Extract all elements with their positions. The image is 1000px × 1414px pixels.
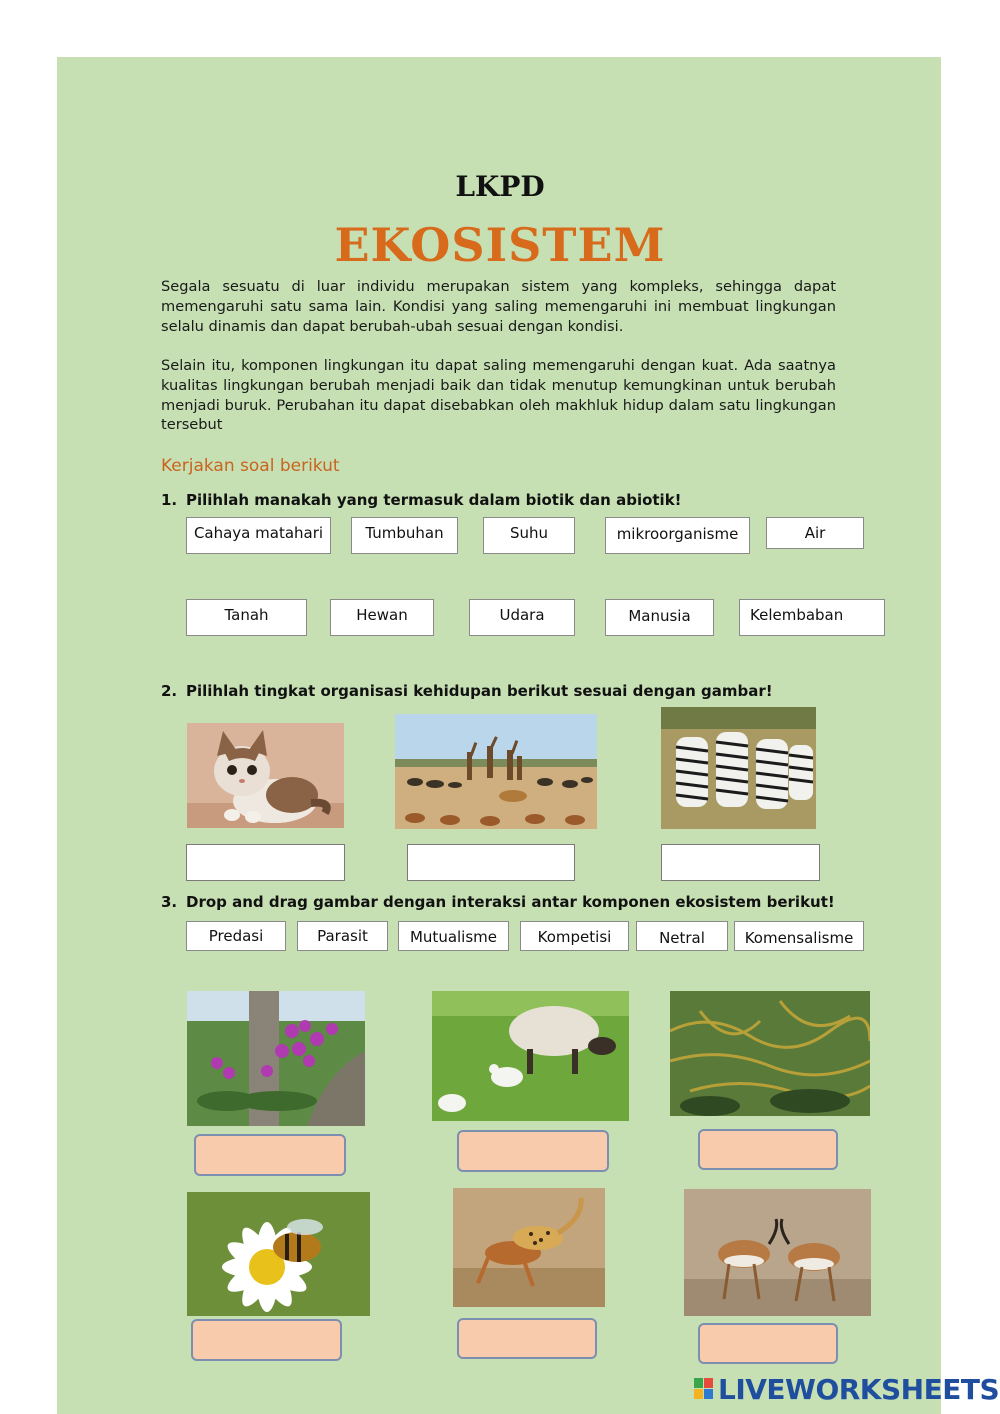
drop-zone-dodder[interactable] [698,1129,838,1170]
chip-tanah[interactable]: Tanah [186,599,307,636]
chip-manusia[interactable]: Manusia [605,599,714,636]
drop-zone-sheep[interactable] [457,1130,609,1172]
question-text: Pilihlah tingkat organisasi kehidupan berikut sesuai dengan gambar! [186,682,773,700]
question-number: 1. [161,491,178,509]
dodder-parasite-photo [670,991,870,1116]
drop-zone-cheetah[interactable] [457,1318,597,1359]
answer-box-zebra[interactable] [661,844,820,881]
answer-box-cat[interactable] [186,844,345,881]
drop-zone-gazelles[interactable] [698,1323,838,1364]
orchid-on-tree-photo [187,991,365,1126]
zebra-herd-photo [661,707,816,829]
liveworksheets-logo-icon [694,1378,714,1400]
section-heading: Kerjakan soal berikut [161,456,340,476]
chip-komensalisme[interactable]: Komensalisme [734,921,864,951]
question-number: 2. [161,682,178,700]
question-text: Drop and drag gambar dengan interaksi antar komponen ekosistem berikut! [186,893,835,911]
sheep-and-chickens-photo [432,991,629,1121]
chip-cahaya-matahari[interactable]: Cahaya matahari [186,517,331,554]
chip-predasi[interactable]: Predasi [186,921,286,951]
chip-parasit[interactable]: Parasit [297,921,388,951]
question-3 [161,893,835,911]
chip-hewan[interactable]: Hewan [330,599,434,636]
question-1 [161,491,682,509]
chip-air[interactable]: Air [766,517,864,549]
chip-udara[interactable]: Udara [469,599,575,636]
chip-mutualisme[interactable]: Mutualisme [398,921,509,951]
chip-kelembaban[interactable]: Kelembaban [739,599,885,636]
liveworksheets-brand: LIVEWORKSHEETS [718,1373,1000,1406]
question-text: Pilihlah manakah yang termasuk dalam biotik dan abiotik! [186,491,682,509]
chip-tumbuhan[interactable]: Tumbuhan [351,517,458,554]
savanna-animals-photo [395,714,597,829]
question-2 [161,682,773,700]
intro-paragraph-1: Segala sesuatu di luar individu merupakan sistem yang kompleks, sehingga dapat memengaruhi satu sama lain. Kondisi yang saling memengaruhi ini membuat lingkungan selalu dinamis dan dapat berubah-ubah sesuai dengan kondisi. [161,278,836,335]
answer-box-savanna[interactable] [407,844,575,881]
page-title: EKOSISTEM [334,218,666,272]
cheetah-hunting-gazelle-photo [453,1188,605,1307]
chip-netral[interactable]: Netral [636,921,728,951]
bee-on-daisy-photo [187,1192,370,1316]
chip-kompetisi[interactable]: Kompetisi [520,921,629,951]
lkpd-heading: LKPD [455,170,545,203]
fighting-gazelles-photo [684,1189,871,1316]
cat-photo [187,723,344,828]
chip-mikroorganisme[interactable]: mikroorganisme [605,517,750,554]
question-number: 3. [161,893,178,911]
drop-zone-orchid[interactable] [194,1134,346,1176]
intro-paragraph-2: Selain itu, komponen lingkungan itu dapat saling memengaruhi dengan kuat. Ada saatnya kualitas lingkungan berubah menjadi baik dan tidak menutup kemungkinan untuk berubah menjadi buruk. Perubahan itu dapat disebabkan oleh makhluk hidup dalam satu lingkungan tersebut [161,357,836,434]
chip-suhu[interactable]: Suhu [483,517,575,554]
drop-zone-bee[interactable] [191,1319,342,1361]
